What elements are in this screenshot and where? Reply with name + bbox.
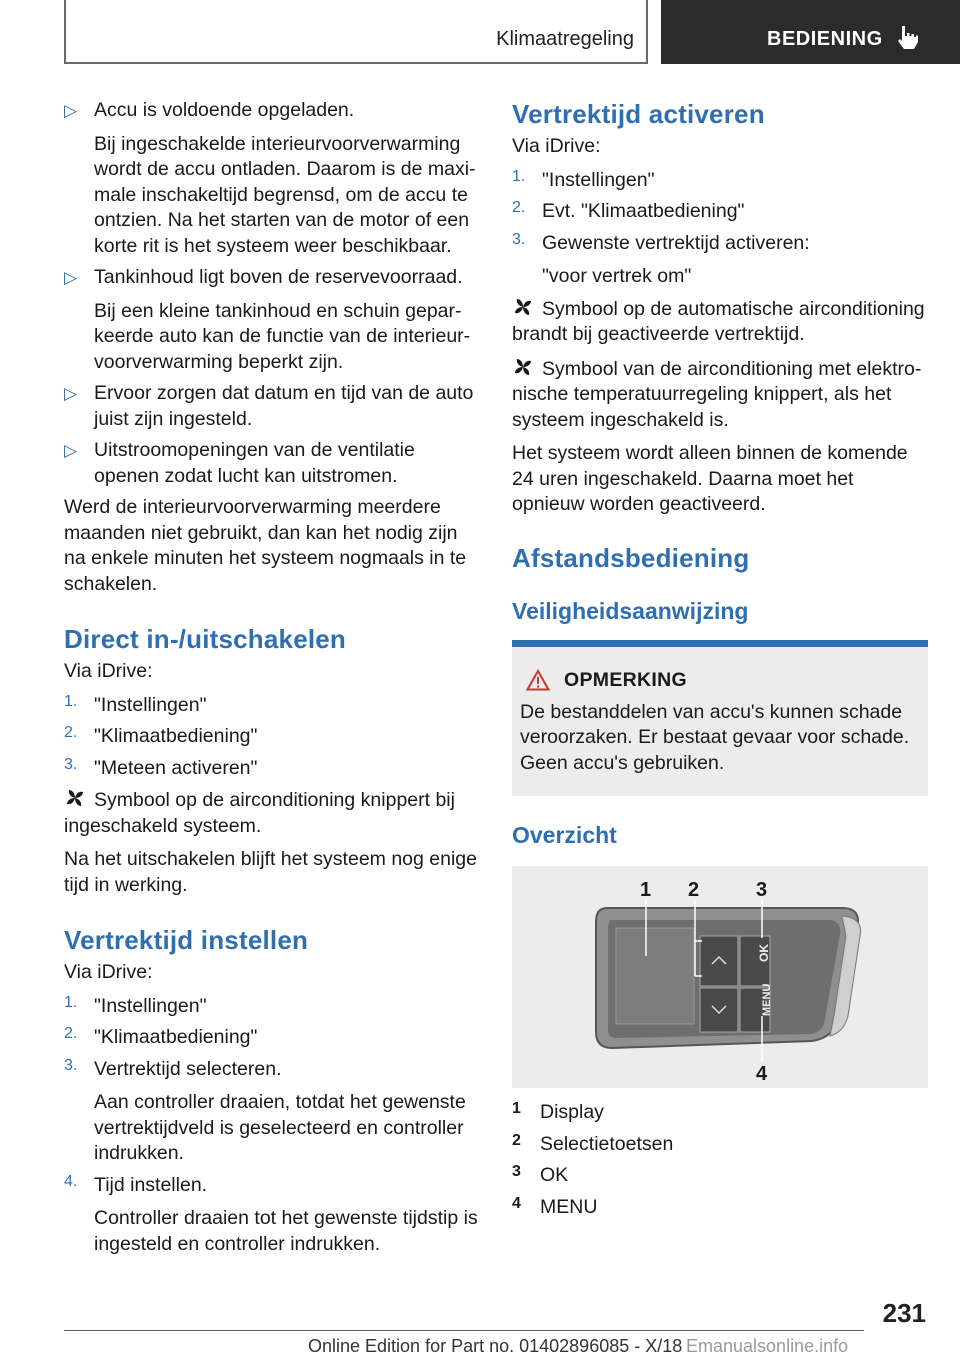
bullet-triangle-icon: ▷ <box>64 384 78 403</box>
step-number: 3. <box>512 230 526 248</box>
note-text: De bestanddelen van accu's kunnen schade veroorzaken. Er bestaat gevaar voor schade. Geen accu's gebruiken. <box>520 700 910 774</box>
hand-pointer-icon <box>895 24 921 50</box>
paragraph: Het systeem wordt alleen binnen de komende 24 uren ingeschakeld. Daarna moet het opnieuw worden geactiveerd. <box>512 442 908 515</box>
step-number: 1. <box>64 692 78 710</box>
legend-value: Display <box>540 1101 604 1123</box>
heading-overview: Overzicht <box>512 822 617 848</box>
step-text: "Instellingen" <box>542 168 655 191</box>
step-number: 4. <box>64 1172 78 1190</box>
bullet-triangle-icon: ▷ <box>64 441 78 460</box>
step-number: 2. <box>64 724 78 741</box>
bullet-main: Ervoor zorgen dat datum en tijd van de auto juist zijn ingesteld. <box>94 382 474 430</box>
footer-divider <box>64 1330 864 1331</box>
via-idrive: Via iDrive: <box>64 961 153 983</box>
fan-note-text: Symbool op de airconditioning knippert bij ingeschakeld systeem. <box>64 789 455 837</box>
heading-remote: Afstandsbediening <box>512 542 750 573</box>
header-section: BEDIENING <box>767 28 883 50</box>
legend-key: 1 <box>512 1100 521 1117</box>
legend-value: OK <box>540 1164 569 1186</box>
list-item <box>64 98 480 259</box>
legend-item <box>512 1100 928 1126</box>
note-label: OPMERKING <box>564 668 687 691</box>
legend-value: MENU <box>540 1195 598 1218</box>
fan-note <box>64 787 480 839</box>
callout-2: 2 <box>688 879 700 901</box>
step-item <box>512 199 928 225</box>
fan-icon <box>512 296 534 318</box>
remote-key-figure <box>512 866 928 1088</box>
page-number: 231 <box>882 1298 926 1328</box>
callout-1: 1 <box>640 879 652 901</box>
step-item <box>64 994 480 1020</box>
paragraph: Na het uitschakelen blijft het systeem nog enige tijd in werking. <box>64 848 477 896</box>
bullet-main: Tankinhoud ligt boven de reservevoorraad. <box>94 266 463 288</box>
step-item <box>64 756 480 782</box>
heading-activate: Vertrektijd activeren <box>512 99 765 129</box>
step-text: "Klimaatbediening" <box>94 725 258 747</box>
fan-note <box>512 296 928 348</box>
note-accent-bar <box>512 640 928 647</box>
step-number: 1. <box>512 167 526 185</box>
step-sub: Controller draaien tot het gewenste tijdstip is ingesteld en controller indrukken. <box>94 1207 478 1255</box>
legend-item <box>512 1195 928 1221</box>
left-column <box>64 98 480 1263</box>
callout-3: 3 <box>756 879 768 901</box>
step-number: 3. <box>64 755 78 773</box>
key-ok-label: OK <box>757 944 771 962</box>
legend-item <box>512 1163 928 1189</box>
right-column <box>512 98 928 1226</box>
step-text: Evt. "Klimaatbediening" <box>542 200 745 222</box>
legend-key: 4 <box>512 1194 521 1212</box>
via-idrive: Via iDrive: <box>512 135 601 157</box>
step-number: 1. <box>64 993 78 1011</box>
list-item <box>64 381 480 432</box>
list-item <box>64 265 480 375</box>
header-title-box <box>64 0 648 64</box>
bullet-triangle-icon: ▷ <box>64 101 78 120</box>
key-menu-label: MENU <box>761 983 773 1016</box>
fan-note <box>512 356 928 434</box>
step-text: "Instellingen" <box>94 693 207 716</box>
step-sub: Aan controller draaien, totdat het gewenste vertrektijdveld is geselecteerd en controller indrukken. <box>94 1091 466 1164</box>
step-number: 2. <box>512 199 526 216</box>
heading-safety: Veiligheidsaanwijzing <box>512 597 749 624</box>
bullet-main: Accu is voldoende opgeladen. <box>94 99 355 121</box>
legend-key: 2 <box>512 1131 521 1149</box>
paragraph: Werd de interieurvoorverwarming meerdere maanden niet gebruikt, dan kan het nodig zijn na enkele minuten het systeem nogmaals in te schakelen. <box>64 496 467 595</box>
step-text: "Klimaatbediening" <box>94 1026 258 1048</box>
fan-icon <box>64 787 86 809</box>
fan-note-text: Symbool van de airconditioning met elektronische temperatuurregeling knippert, als het systeem ingeschakeld is. <box>512 357 922 431</box>
legend-item <box>512 1132 928 1158</box>
legend-value: Selectietoetsen <box>540 1132 674 1155</box>
legend-key: 3 <box>512 1163 521 1180</box>
callout-4: 4 <box>756 1063 768 1085</box>
note-header <box>520 669 920 692</box>
step-text: Vertrektijd selecteren. <box>94 1057 282 1080</box>
header-section-box <box>661 0 960 64</box>
via-idrive: Via iDrive: <box>64 660 153 682</box>
step-text: "Instellingen" <box>94 994 207 1017</box>
footer-watermark: Emanualsonline.info <box>686 1336 849 1356</box>
step-sub: "voor vertrek om" <box>542 265 692 287</box>
step-text: "Meteen activeren" <box>94 756 258 779</box>
step-item <box>64 1173 480 1258</box>
step-item <box>64 1025 480 1051</box>
footer-edition: Online Edition for Part no. 01402896085 - X/18 <box>308 1336 683 1356</box>
bullet-sub: Bij ingeschakelde interieurvoorverwarming wordt de accu ontladen. Daarom is de maximale inschakeltijd begrensd, om de accu te ontzien. Na het starten van de motor of een korte rit is het systeem weer beschikbaar. <box>94 132 476 257</box>
step-number: 2. <box>64 1025 78 1042</box>
step-text: Gewenste vertrektijd activeren: <box>542 231 810 254</box>
step-item <box>64 724 480 750</box>
fan-note-text: Symbool op de automatische airconditioning brandt bij geactiveerde vertrektijd. <box>512 297 925 345</box>
heading-set: Vertrektijd instellen <box>64 925 309 955</box>
bullet-sub: Bij een kleine tankinhoud en schuin geparkeerde auto kan de functie van de interieurvoorverwarming beperkt zijn. <box>94 299 471 373</box>
step-text: Tijd instellen. <box>94 1173 208 1196</box>
list-item <box>64 438 480 489</box>
remote-key-illustration <box>512 866 928 1088</box>
bullet-triangle-icon: ▷ <box>64 268 78 287</box>
header-title: Klimaatregeling <box>496 28 634 50</box>
heading-direct: Direct in-/uitschakelen <box>64 624 347 654</box>
step-number: 3. <box>64 1056 78 1074</box>
bullet-main: Uitstroomopeningen van de ventilatie openen zodat lucht kan uitstromen. <box>94 439 415 487</box>
step-item <box>512 168 928 194</box>
warning-triangle-icon <box>526 669 550 691</box>
step-item <box>512 231 928 290</box>
note-box <box>512 647 928 797</box>
step-item <box>64 1057 480 1167</box>
fan-icon <box>512 356 534 378</box>
step-item <box>64 693 480 719</box>
